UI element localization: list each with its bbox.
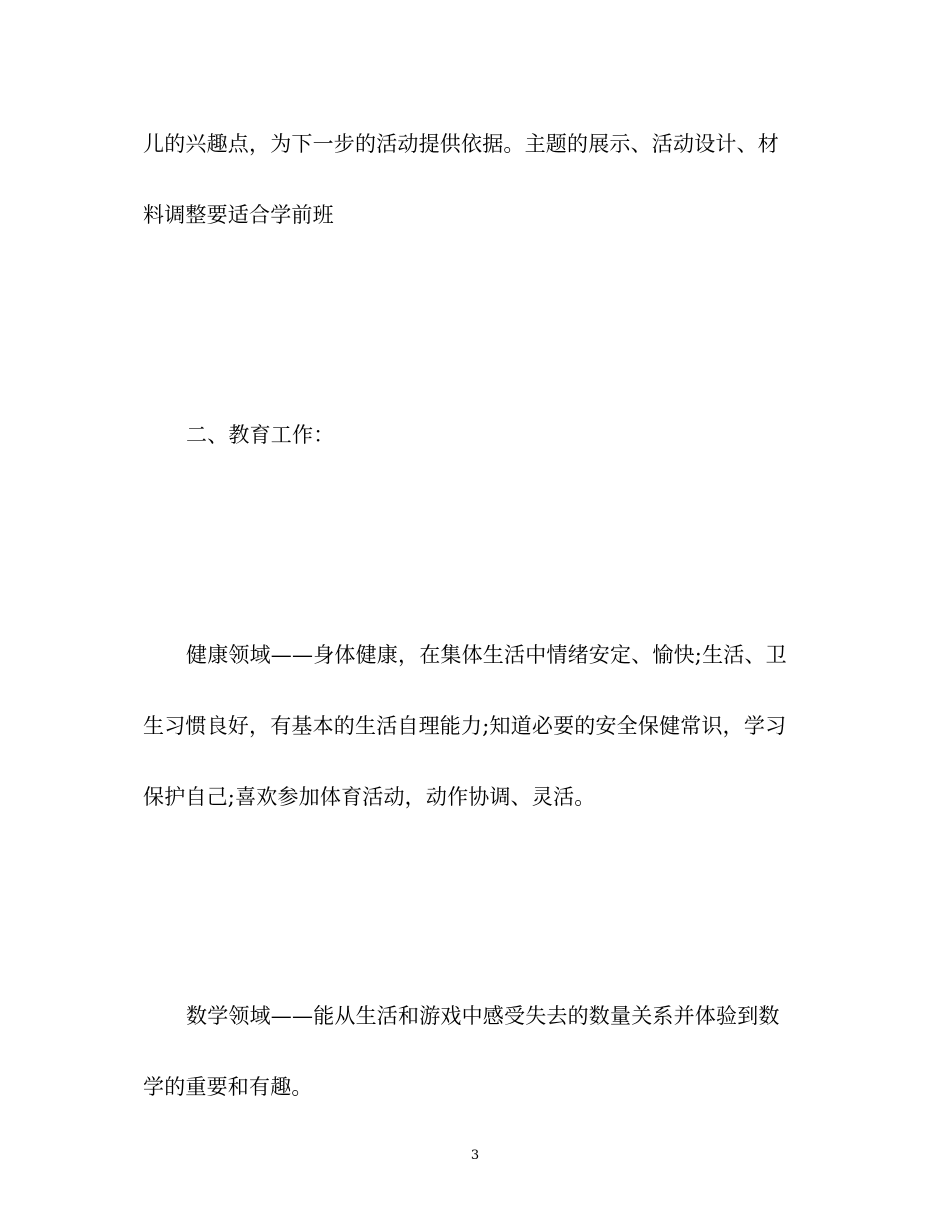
paragraph-health-line-1: 健康领域——身体健康，在集体生活中情绪安定、愉快;生活、卫 (186, 643, 787, 667)
page-number: 3 (470, 1148, 480, 1163)
paragraph-math-line-1: 数学领域——能从生活和游戏中感受失去的数量关系并体验到数 (186, 1004, 780, 1028)
paragraph-1-line-2: 料调整要适合学前班 (143, 203, 334, 227)
paragraph-health-line-3: 保护自己;喜欢参加体育活动，动作协调、灵活。 (143, 785, 596, 809)
section-heading-education-work: 二、教育工作： (186, 423, 335, 447)
paragraph-health-line-2: 生习惯良好，有基本的生活自理能力;知道必要的安全保健常识，学习 (143, 714, 787, 738)
paragraph-math-line-2: 学的重要和有趣。 (143, 1075, 313, 1099)
paragraph-1-line-1: 儿的兴趣点，为下一步的活动提供依据。主题的展示、活动设计、材 (143, 132, 779, 156)
